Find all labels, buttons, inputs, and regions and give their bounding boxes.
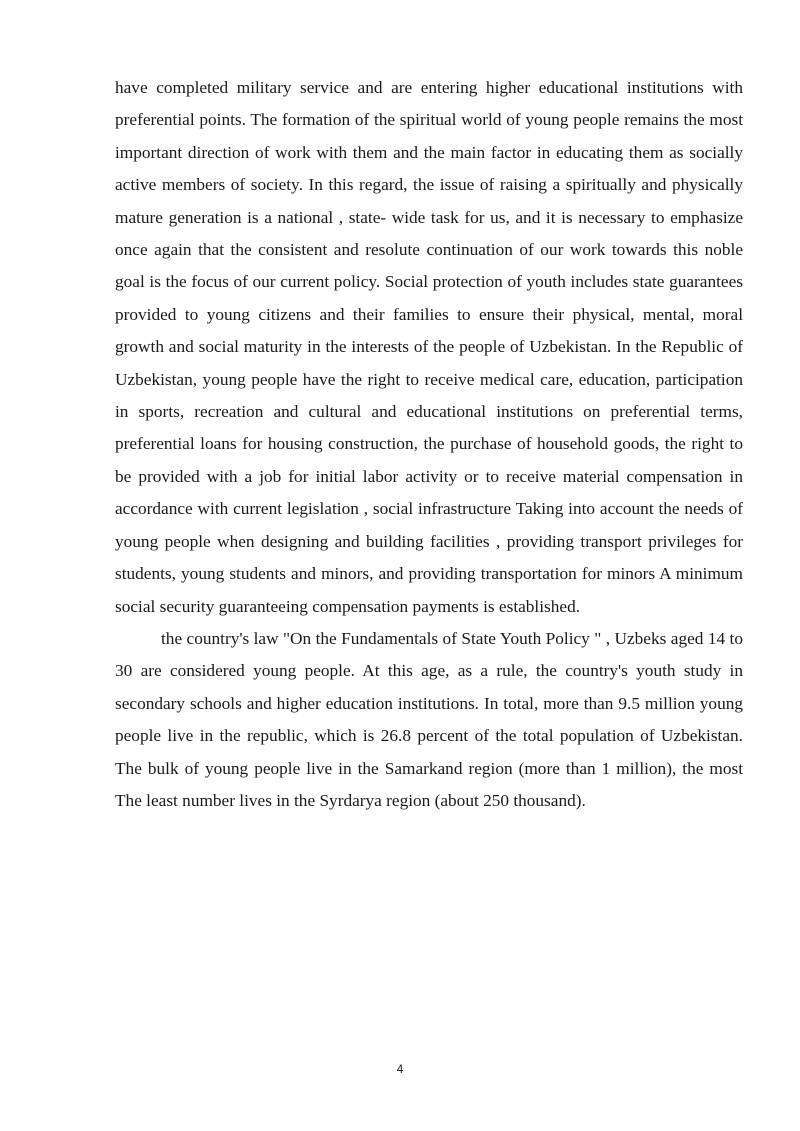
page-number: 4 xyxy=(396,1062,404,1076)
body-text xyxy=(115,72,743,817)
paragraph-1: have completed military service and are entering higher educational institutions with preferential points. The formation of the spiritual world of young people remains the most important direction of work with them and the main factor in educating them as socially active members of society. In this regard, the issue of raising a spiritually and physically mature generation is a national , state- wide task for us, and it is necessary to emphasize once again that the consistent and resolute continuation of our work towards this noble goal is the focus of our current policy. Social protection of youth includes state guarantees provided to young citizens and their families to ensure their physical, mental, moral growth and social maturity in the interests of the people of Uzbekistan. In the Republic of Uzbekistan, young people have the right to receive medical care, education, participation in sports, recreation and cultural and educational institutions on preferential terms, preferential loans for housing construction, the purchase of household goods, the right to be provided with a job for initial labor activity or to receive material compensation in accordance with current legislation , social infrastructure Taking into account the needs of young people when designing and building facilities , providing transport privileges for students, young students and minors, and providing transportation for minors A minimum social security guaranteeing compensation payments is established. xyxy=(115,78,743,616)
paragraph-2: the country's law "On the Fundamentals of State Youth Policy " , Uzbeks aged 14 to 30 are considered young people. At this age, as a rule, the country's youth study in secondary schools and higher education institutions. In total, more than 9.5 million young people live in the republic, which is 26.8 percent of the total population of Uzbekistan. The bulk of young people live in the Samarkand region (more than 1 million), the most The least number lives in the Syrdarya region (about 250 thousand). xyxy=(115,628,743,810)
